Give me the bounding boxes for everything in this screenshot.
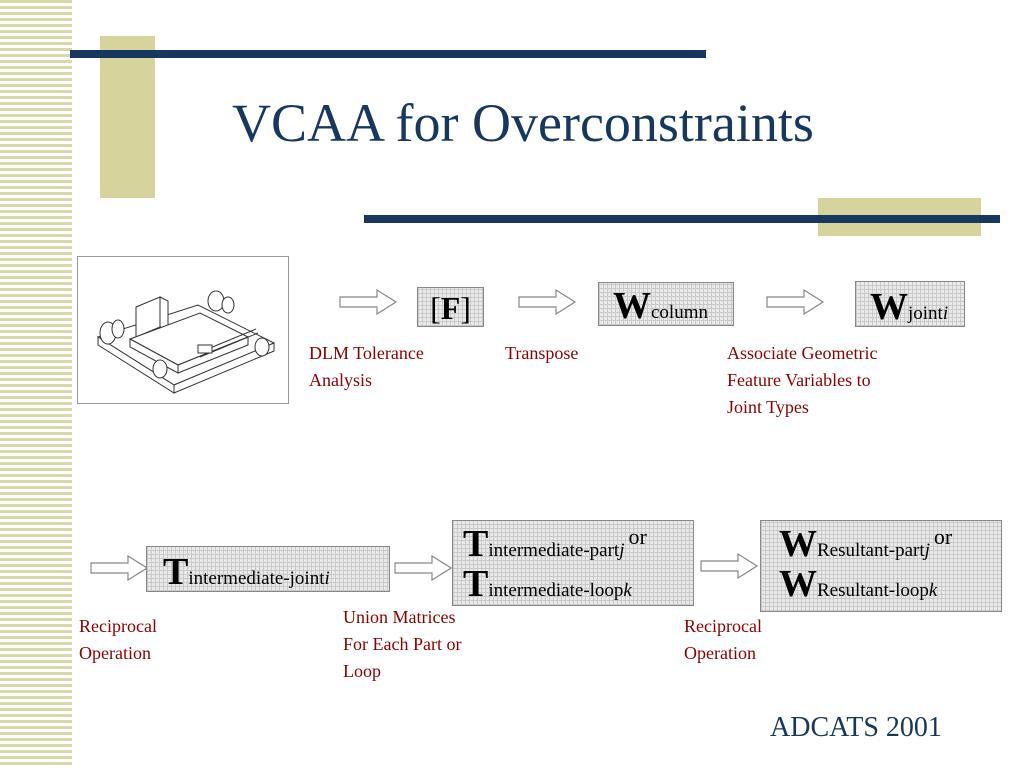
caption-line: For Each Part or (343, 634, 462, 654)
caption-line: Loop (343, 661, 381, 681)
t-part-index: j (619, 540, 625, 561)
caption-line: Reciprocal (684, 616, 762, 636)
flow-arrow-icon (394, 555, 452, 581)
w-symbol: W (870, 286, 908, 328)
w-joint-index: i (942, 303, 949, 324)
flow-arrow-icon (518, 289, 576, 315)
footer-label: ADCATS 2001 (770, 712, 942, 743)
slide-title: VCAA for Overconstraints (232, 93, 814, 153)
w-symbol: W (779, 523, 817, 565)
bracket-close: ] (460, 290, 471, 326)
flow-arrow-icon (339, 289, 397, 315)
caption-line: Reciprocal (79, 616, 157, 636)
w-joint-box (855, 281, 965, 327)
t-loop-index: k (623, 580, 632, 601)
caption-line: Joint Types (727, 397, 809, 417)
w-column-subscript: column (651, 302, 708, 323)
caption-line: Union Matrices (343, 607, 456, 627)
t-symbol: T (463, 563, 489, 605)
caption-associate (727, 340, 877, 421)
caption-transpose (505, 340, 578, 367)
or-text: or (933, 524, 953, 549)
caption-reciprocal-right (684, 613, 762, 667)
t-part-subscript: intermediate-part (488, 540, 620, 561)
t-joint-subscript: intermediate-joint (188, 568, 325, 589)
w-column-box (598, 282, 734, 326)
w-part-index: j (924, 540, 930, 561)
caption-line: Analysis (309, 370, 372, 390)
caption-line: Feature Variables to (727, 370, 871, 390)
flow-arrow-icon (90, 555, 148, 581)
caption-line: DLM Tolerance (309, 343, 424, 363)
w-symbol: W (613, 285, 651, 327)
caption-union (343, 604, 461, 685)
mechanism-drawing-icon (78, 257, 288, 403)
caption-line: Associate Geometric (727, 343, 878, 363)
t-symbol: T (163, 551, 189, 593)
t-symbol: T (463, 523, 489, 565)
caption-dlm (309, 340, 424, 394)
decorative-bar-bottom (364, 215, 1000, 223)
t-joint-index: i (324, 568, 330, 589)
t-union-box (452, 520, 694, 606)
bracket-open: [ (430, 290, 441, 326)
w-loop-subscript: Resultant-loop (817, 580, 929, 601)
caption-line: Operation (79, 643, 151, 663)
w-resultant-box (760, 520, 1002, 612)
mechanism-figure (77, 256, 289, 404)
caption-line: Transpose (505, 343, 579, 363)
t-part-line (463, 525, 693, 565)
flow-arrow-icon (700, 553, 758, 579)
w-part-line (779, 525, 1001, 565)
f-matrix-box (417, 287, 484, 327)
decorative-olive-block-top (100, 36, 155, 198)
t-loop-subscript: intermediate-loop (488, 580, 624, 601)
decorative-bar-top (70, 50, 706, 58)
w-part-subscript: Resultant-part (817, 540, 925, 561)
decorative-stripes (0, 0, 72, 768)
caption-line: Operation (684, 643, 756, 663)
t-joint-box (146, 546, 390, 592)
t-loop-line (463, 565, 693, 603)
flow-arrow-icon (766, 289, 824, 315)
or-text: or (628, 524, 647, 549)
w-symbol: W (779, 563, 817, 605)
w-loop-line (779, 565, 1001, 603)
w-joint-subscript: joint (908, 303, 943, 324)
caption-reciprocal-left (79, 613, 157, 667)
f-symbol: F (440, 290, 461, 326)
w-loop-index: k (928, 580, 938, 601)
